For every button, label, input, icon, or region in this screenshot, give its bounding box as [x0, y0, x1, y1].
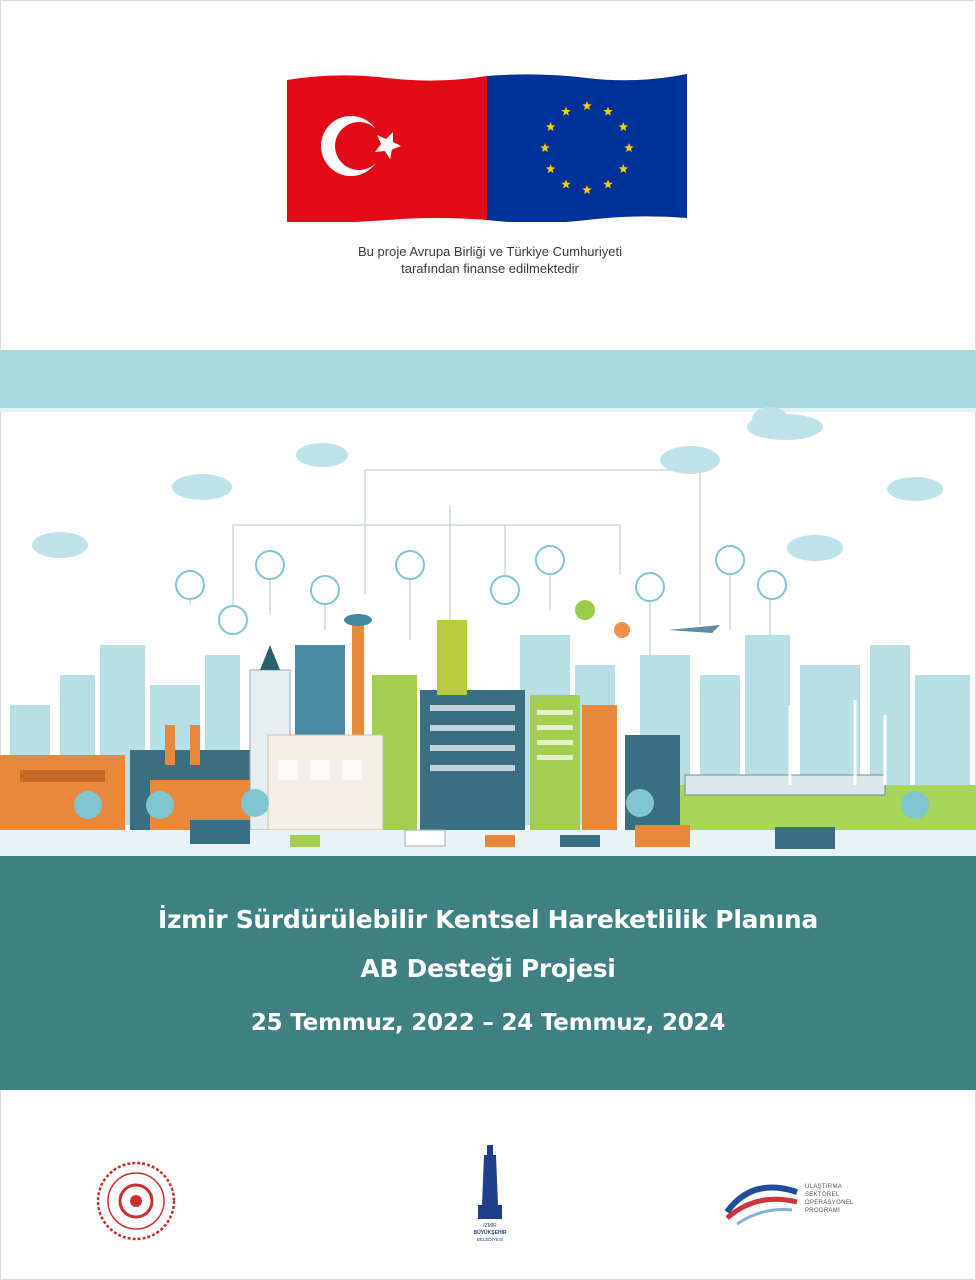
- izmir-municipality-logo: [470, 1145, 510, 1245]
- smart-city-illustration: [0, 405, 976, 865]
- project-dates: 25 Temmuz, 2022 – 24 Temmuz, 2024: [250, 1010, 726, 1036]
- project-title-line-2: AB Desteği Projesi: [360, 954, 616, 983]
- transport-program-logo: [722, 1172, 802, 1232]
- caption-line-1: Bu proje Avrupa Birliği ve Türkiye Cumhuriyeti: [358, 244, 622, 259]
- project-title-line-1: İzmir Sürdürülebilir Kentsel Hareketlilik Planına: [157, 905, 818, 934]
- izmir-logo-line-2: BÜYÜKŞEHİR: [473, 1230, 507, 1236]
- smart-icons: [176, 546, 786, 634]
- eu-flag: [487, 74, 687, 222]
- funding-caption: [240, 243, 740, 277]
- izmir-logo-line-1: İZMİR: [483, 1223, 497, 1229]
- buildings: [250, 614, 680, 830]
- uso-line-1: ULAŞTIRMA: [805, 1184, 843, 1190]
- transport-program-text: [805, 1183, 854, 1215]
- uso-line-4: PROGRAMI: [805, 1208, 841, 1214]
- uso-line-3: OPERASYONEL: [805, 1200, 854, 1206]
- clouds: [32, 407, 943, 561]
- ministry-seal-logo: [95, 1160, 177, 1242]
- caption-line-2: tarafından finanse edilmektedir: [401, 261, 579, 276]
- izmir-logo-text: [473, 1222, 506, 1242]
- flags-logo: [287, 72, 687, 222]
- uso-line-2: SEKTÖREL: [805, 1192, 840, 1198]
- turkey-crescent-inner: [335, 122, 383, 170]
- decorative-band: [0, 350, 976, 408]
- izmir-logo-line-3: BELEDİYESİ: [476, 1237, 504, 1242]
